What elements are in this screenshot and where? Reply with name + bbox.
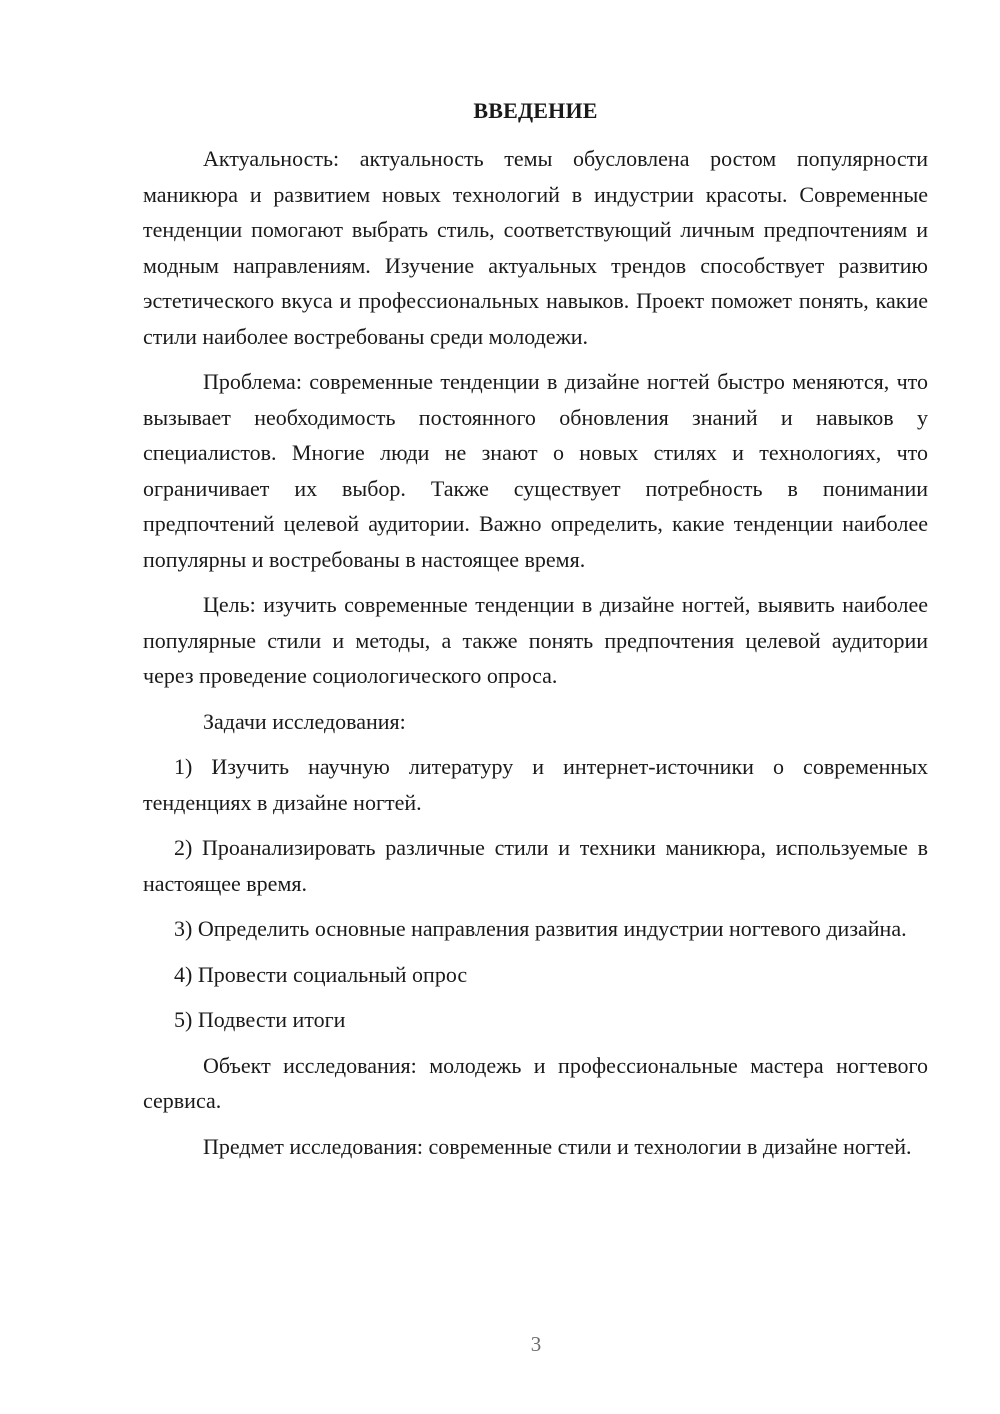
list-item: 1) Изучить научную литературу и интернет-источники о современных тенденциях в дизайне ногтей. [143, 754, 928, 815]
tasks-heading: Задачи исследования: [203, 708, 406, 734]
problem-paragraph: Проблема: современные тенденции в дизайне ногтей быстро меняются, что вызывает необходимость постоянного обновления знаний и навыков у специалистов. Многие люди не знают о новых стилях и технологиях, что ограничивает их выбор. Также существует потребность в понимании предпочтений целевой аудитории. Важно определить, какие тенденции наиболее популярны и востребованы в настоящее время. [143, 369, 928, 572]
subject-paragraph: Предмет исследования: современные стили и технологии в дизайне ногтей. [203, 1133, 912, 1159]
tasks-list [143, 749, 928, 1038]
object-paragraph: Объект исследования: молодежь и профессиональные мастера ногтевого сервиса. [143, 1052, 928, 1113]
relevance-paragraph: Актуальность: актуальность темы обусловлена ростом популярности маникюра и развитием новых технологий в индустрии красоты. Современные тенденции помогают выбрать стиль, соответствующий личным предпочтениям и модным направлениям. Изучение актуальных трендов способствует развитию эстетического вкуса и профессиональных навыков. Проект поможет понять, какие стили наиболее востребованы среди молодежи. [143, 146, 928, 349]
list-item: 4) Провести социальный опрос [174, 961, 468, 987]
list-item: 3) Определить основные направления развития индустрии ногтевого дизайна. [174, 916, 907, 941]
document-page [143, 95, 928, 1174]
goal-paragraph: Цель: изучить современные тенденции в дизайне ногтей, выявить наиболее популярные стили и методы, а также понять предпочтения целевой аудитории через проведение социологического опроса. [143, 592, 928, 688]
list-item: 5) Подвести итоги [174, 1007, 346, 1032]
list-item: 2) Проанализировать различные стили и техники маникюра, используемые в настоящее время. [143, 835, 928, 896]
page-title: ВВЕДЕНИЕ [473, 98, 598, 123]
page-number: 3 [530, 1332, 542, 1356]
